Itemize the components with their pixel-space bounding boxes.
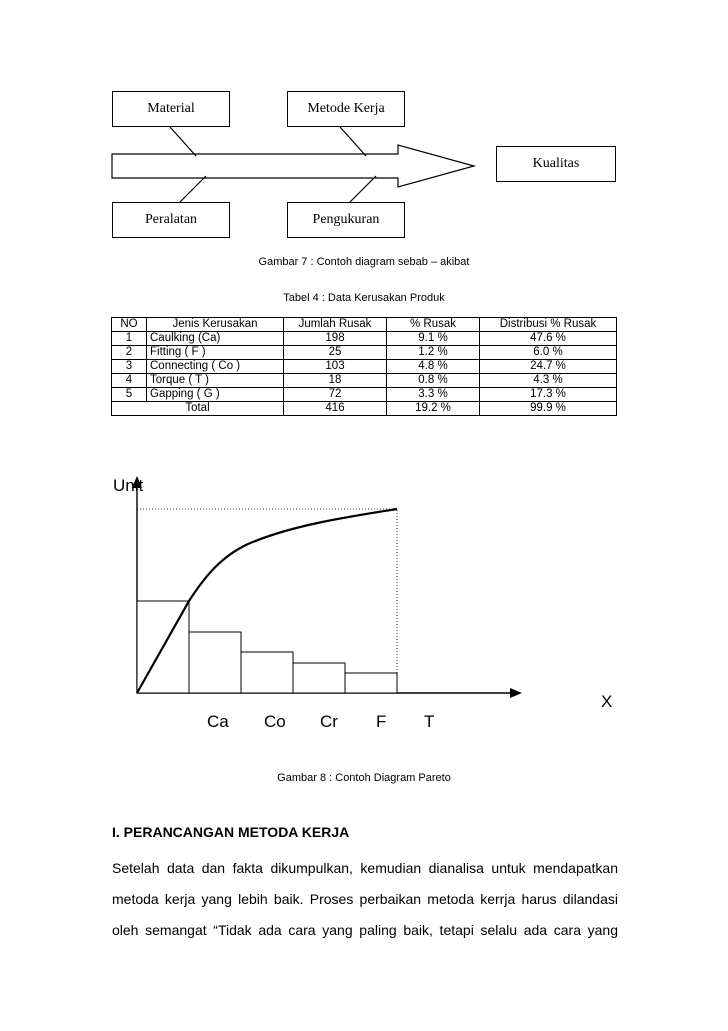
box-metode-kerja: [287, 91, 405, 127]
pareto-bar: [293, 663, 345, 693]
cell-total-jumlah: 416: [284, 402, 387, 416]
pareto-caption: Gambar 8 : Contoh Diagram Pareto: [277, 772, 451, 784]
bone-material: [170, 127, 196, 156]
cell-jenis: Fitting ( F ): [147, 346, 284, 360]
pareto-diagram: [0, 460, 728, 760]
cell-persen: 0.8 %: [387, 374, 480, 388]
x-tick-label: Cr: [320, 712, 338, 731]
pareto-bar: [345, 673, 397, 693]
cell-total-label: Total: [112, 402, 284, 416]
box-peralatan-label: Peralatan: [144, 212, 198, 227]
cell-no: 1: [112, 332, 147, 346]
x-axis-arrowhead: [510, 688, 522, 698]
cell-jenis: Torque ( T ): [147, 374, 284, 388]
cell-distribusi: 24.7 %: [480, 360, 617, 374]
table-total-row: [112, 402, 617, 416]
box-material: [112, 91, 230, 127]
col-persen: % Rusak: [387, 318, 480, 332]
cell-no: 2: [112, 346, 147, 360]
box-peralatan: [112, 202, 230, 238]
fishbone-diagram: [0, 0, 728, 260]
damage-table: [111, 317, 617, 416]
bone-peralatan: [180, 176, 206, 202]
cell-total-persen: 19.2 %: [387, 402, 480, 416]
table-row: [112, 332, 617, 346]
cell-persen: 3.3 %: [387, 388, 480, 402]
cell-distribusi: 47.6 %: [480, 332, 617, 346]
box-kualitas: [496, 146, 616, 182]
cell-no: 5: [112, 388, 147, 402]
table-header-row: [112, 318, 617, 332]
box-pengukuran: [287, 202, 405, 238]
bone-metode: [340, 127, 366, 156]
pareto-plot: [0, 460, 728, 760]
fishbone-spine-arrow: [112, 145, 474, 187]
paragraph-line: oleh semangat “Tidak ada cara yang paling baik, tetapi selalu ada cara yang: [112, 922, 618, 938]
section-heading: I. PERANCANGAN METODA KERJA: [112, 824, 350, 840]
cell-total-distribusi: 99.9 %: [480, 402, 617, 416]
table-row: [112, 346, 617, 360]
cell-jumlah: 25: [284, 346, 387, 360]
table-caption: Tabel 4 : Data Kerusakan Produk: [283, 292, 445, 304]
table-row: [112, 360, 617, 374]
table-row: [112, 388, 617, 402]
x-tick-label: T: [424, 712, 435, 731]
y-axis-label: Unit: [113, 476, 144, 495]
paragraph-line: Setelah data dan fakta dikumpulkan, kemudian dianalisa untuk mendapatkan: [112, 860, 618, 876]
fishbone-caption: Gambar 7 : Contoh diagram sebab – akibat: [258, 256, 470, 268]
col-jenis: Jenis Kerusakan: [147, 318, 284, 332]
col-distribusi: Distribusi % Rusak: [480, 318, 617, 332]
box-material-label: Material: [147, 101, 195, 116]
cell-distribusi: 6.0 %: [480, 346, 617, 360]
table-row: [112, 374, 617, 388]
cell-jumlah: 18: [284, 374, 387, 388]
bone-pengukuran: [350, 176, 376, 202]
cell-distribusi: 17.3 %: [480, 388, 617, 402]
cell-persen: 4.8 %: [387, 360, 480, 374]
cell-jumlah: 72: [284, 388, 387, 402]
x-axis-label: X: [601, 692, 613, 711]
cell-no: 4: [112, 374, 147, 388]
x-tick-label: F: [376, 712, 387, 731]
cell-jenis: Gapping ( G ): [147, 388, 284, 402]
cell-jenis: Caulking (Ca): [147, 332, 284, 346]
col-no: NO: [112, 318, 147, 332]
cell-jumlah: 198: [284, 332, 387, 346]
cell-persen: 9.1 %: [387, 332, 480, 346]
x-tick-label: Co: [264, 712, 286, 731]
col-jumlah: Jumlah Rusak: [284, 318, 387, 332]
pareto-bar: [241, 652, 293, 693]
cell-no: 3: [112, 360, 147, 374]
pareto-bar: [189, 632, 241, 693]
box-metode-kerja-label: Metode Kerja: [307, 101, 385, 116]
cell-persen: 1.2 %: [387, 346, 480, 360]
box-kualitas-label: Kualitas: [532, 156, 580, 171]
x-tick-label: Ca: [207, 712, 229, 731]
cell-jenis: Connecting ( Co ): [147, 360, 284, 374]
paragraph-line: metoda kerja yang lebih baik. Proses perbaikan metoda kerrja harus dilandasi: [112, 891, 618, 907]
cell-jumlah: 103: [284, 360, 387, 374]
cell-distribusi: 4.3 %: [480, 374, 617, 388]
box-pengukuran-label: Pengukuran: [312, 212, 380, 227]
